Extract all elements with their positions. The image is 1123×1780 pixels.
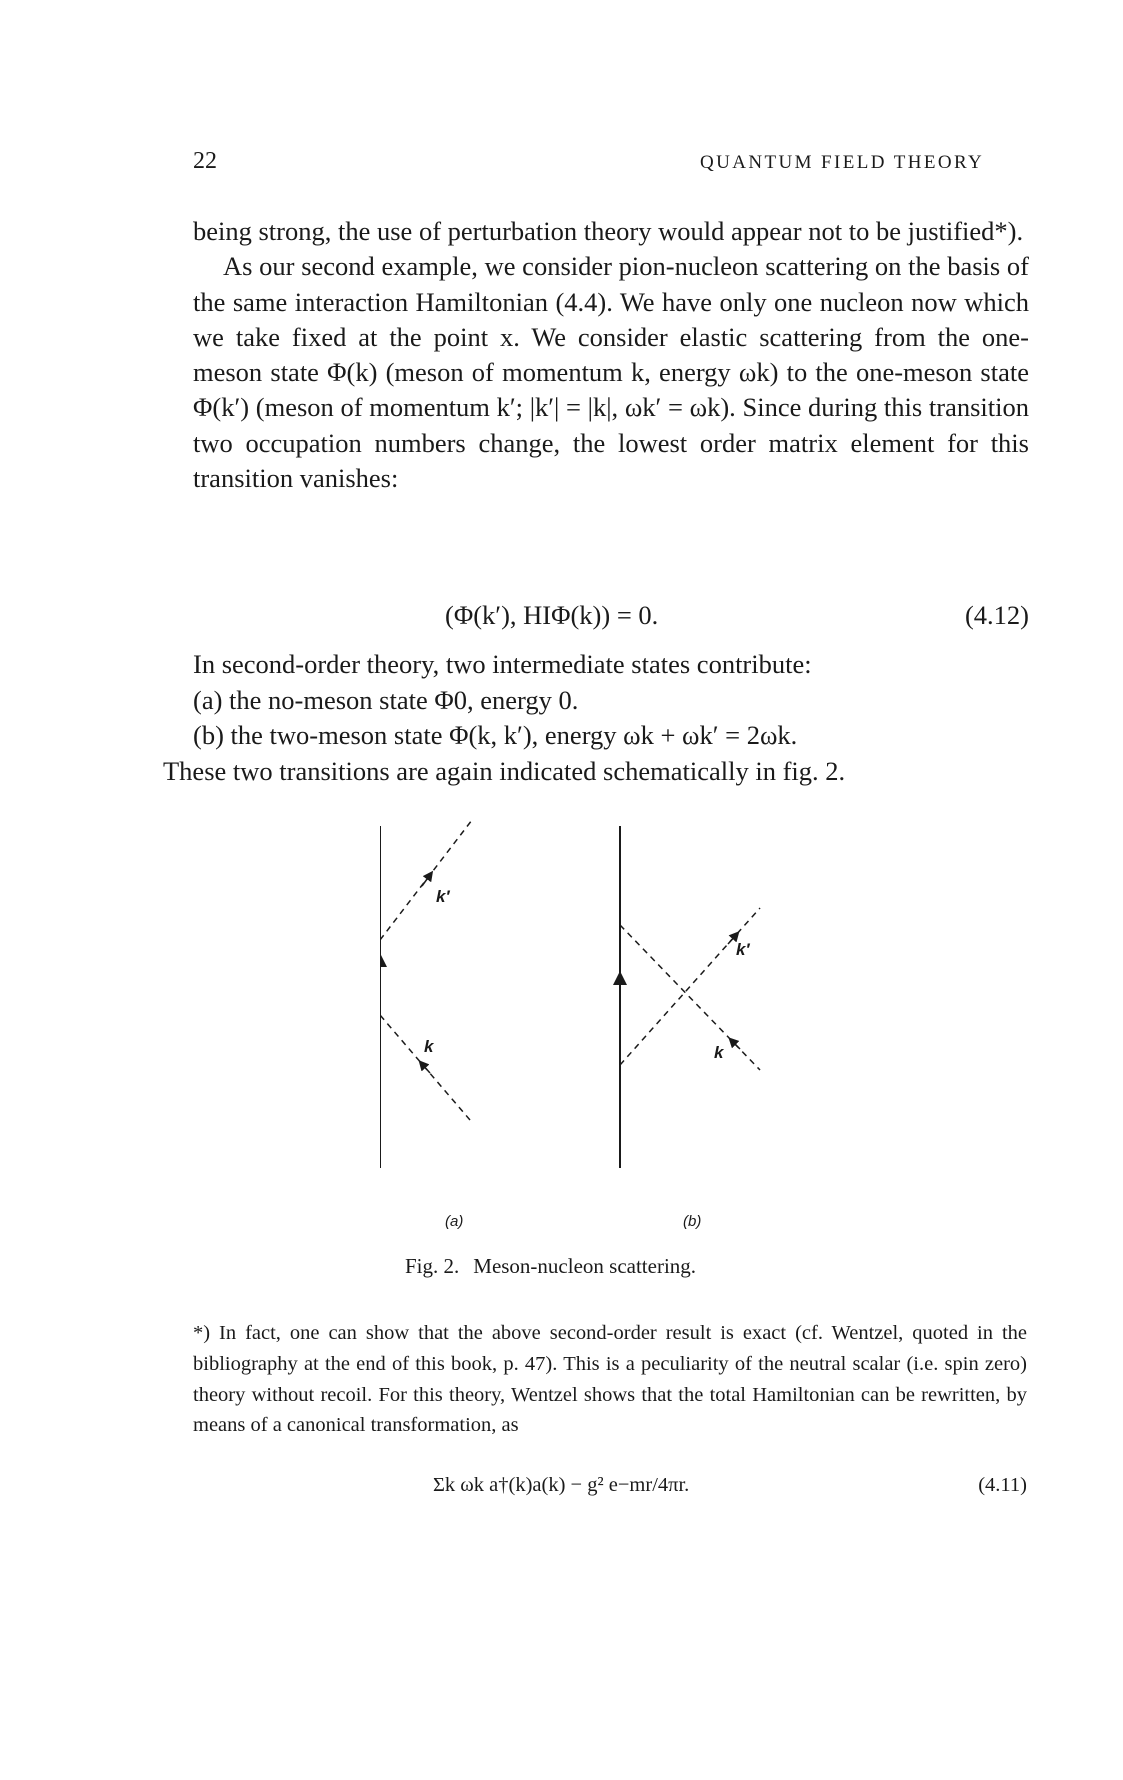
subfigure-label-a: (a) — [445, 1213, 464, 1230]
footnote-text: *) In fact, one can show that the above second-order result is exact (cf. Wentzel, quoted in the bibliography at the end of this book, p. 47). This is a peculiarity of the neutral scalar (i.e. spin zero) theory without recoil. For this theory, Wentzel shows that the total Hamiltonian can be rewritten, by means of a canonical transformation, as — [193, 1322, 1027, 1437]
caption-text: Meson-nucleon scattering. — [473, 1254, 697, 1278]
equation-4-12-formula: (Φ(k′), HIΦ(k)) = 0. — [445, 600, 659, 630]
paragraph-1: being strong, the use of perturbation theory would appear not to be justified*). — [193, 216, 1024, 246]
meson-out-line-b — [620, 908, 760, 1065]
equation-4-12-number: (4.12) — [964, 600, 1029, 630]
label-k-prime-b: k′ — [736, 940, 750, 959]
body-text-top — [193, 214, 1029, 496]
page-number: 22 — [193, 148, 217, 174]
paragraph-3: In second-order theory, two intermediate states contribute: — [193, 649, 812, 679]
list-item-a: (a) the no-meson state Φ0, energy 0. — [193, 684, 579, 715]
meson-out-arrow-b — [728, 935, 736, 944]
figure-caption — [405, 1254, 696, 1279]
list-item-b: (b) the two-meson state Φ(k, k′), energy ωk + ωk′ = 2ωk. — [193, 720, 798, 750]
meson-in-arrow-a — [422, 1064, 430, 1073]
footnote-equation-formula: Σk ωk a†(k)a(k) − g² e−mr/4πr. — [433, 1474, 690, 1496]
footnote — [193, 1318, 1027, 1441]
equation-4-12 — [193, 600, 1029, 640]
caption-prefix: Fig. 2. — [405, 1254, 460, 1278]
footnote-equation-number: (4.11) — [978, 1474, 1027, 1496]
diagram-a — [380, 820, 472, 1168]
paragraph-2: As our second example, we consider pion-nucleon scattering on the basis of the same interaction Hamiltonian (4.4). We have only one nucleon now which we take fixed at the point x. We consider elastic scattering from the one-meson state Φ(k) (meson of momentum k, energy ωk) to the one-meson state Φ(k′) (meson of momentum k′; |k′| = |k|, ωk′ = ωk). Since during this transition two occupation numbers change, the lowest order matrix element for this transition vanishes: — [193, 251, 1029, 494]
diagram-b — [620, 826, 760, 1168]
label-k-b: k — [714, 1043, 724, 1062]
subfigure-label-b: (b) — [683, 1213, 702, 1230]
feynman-diagram — [380, 820, 840, 1240]
paragraph-4: These two transitions are again indicated schematically in fig. 2. — [163, 755, 846, 786]
label-k-a: k — [424, 1037, 434, 1056]
meson-in-arrow-b — [732, 1041, 740, 1049]
footnote-equation — [193, 1474, 1027, 1514]
label-k-prime-a: k′ — [436, 887, 450, 906]
running-head: QUANTUM FIELD THEORY — [700, 152, 985, 173]
intermediate-states-list — [163, 647, 1029, 789]
meson-out-arrow-a — [422, 875, 430, 886]
